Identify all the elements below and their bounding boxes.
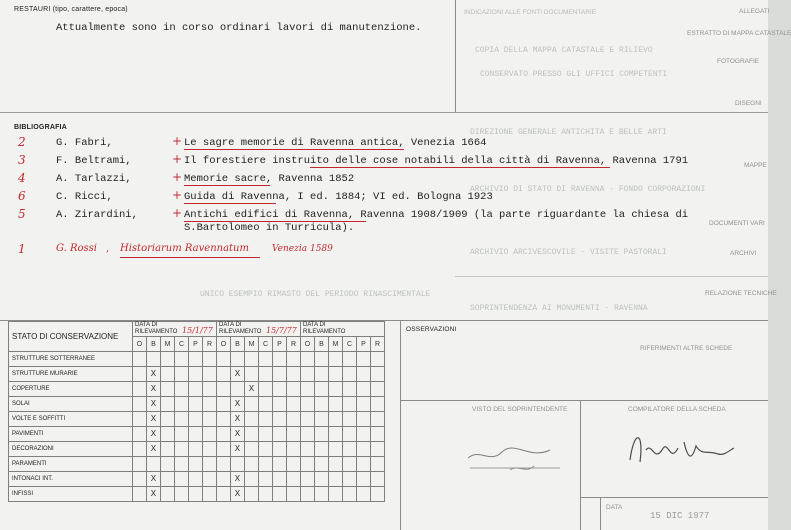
condition-cell	[203, 352, 217, 367]
condition-cell	[189, 352, 203, 367]
condition-cell	[161, 397, 175, 412]
divider	[600, 497, 601, 530]
condition-cell: X	[147, 427, 161, 442]
column-header: B	[231, 337, 245, 352]
condition-cell	[343, 397, 357, 412]
underline	[310, 167, 610, 168]
condition-cell	[217, 412, 231, 427]
table-row	[9, 397, 385, 412]
condition-cell	[203, 457, 217, 472]
condition-cell	[175, 412, 189, 427]
condition-cell	[371, 352, 385, 367]
condition-cell	[217, 352, 231, 367]
conservation-table	[8, 321, 385, 502]
condition-cell	[259, 382, 273, 397]
column-header: R	[203, 337, 217, 352]
condition-cell	[343, 427, 357, 442]
condition-cell: X	[147, 382, 161, 397]
condition-cell	[301, 457, 315, 472]
column-header: B	[147, 337, 161, 352]
condition-cell	[273, 382, 287, 397]
condition-cell	[133, 352, 147, 367]
condition-cell: X	[231, 442, 245, 457]
right-label: RIFERIMENTI ALTRE SCHEDE	[640, 345, 733, 352]
entry-work: Le sagre memorie di Ravenna antica, Venezia 1664	[184, 137, 487, 149]
condition-cell	[273, 487, 287, 502]
condition-cell	[329, 382, 343, 397]
condition-cell	[371, 457, 385, 472]
condition-cell: X	[231, 487, 245, 502]
entry-work-continued: S.Bartolomeo in Turricula).	[184, 222, 355, 234]
condition-cell	[273, 352, 287, 367]
condition-cell	[259, 397, 273, 412]
table-row	[9, 367, 385, 382]
condition-cell	[301, 382, 315, 397]
entry-number: 5	[18, 207, 26, 221]
condition-cell	[329, 487, 343, 502]
right-label: ESTRATTO DI MAPPA CATASTALE	[687, 30, 791, 37]
condition-cell	[343, 457, 357, 472]
condition-cell	[175, 397, 189, 412]
condition-cell: X	[147, 442, 161, 457]
condition-cell	[175, 472, 189, 487]
condition-cell	[301, 472, 315, 487]
condition-cell	[161, 412, 175, 427]
entry-author: G. Fabri,	[56, 137, 113, 149]
condition-cell	[189, 382, 203, 397]
divider	[455, 276, 768, 277]
condition-cell	[133, 382, 147, 397]
condition-cell	[231, 382, 245, 397]
condition-cell	[133, 427, 147, 442]
condition-cell	[133, 412, 147, 427]
condition-cell	[217, 427, 231, 442]
condition-cell	[133, 367, 147, 382]
condition-cell	[161, 352, 175, 367]
entry-work: Il forestiere instruito delle cose notabili della città di Ravenna, Ravenna 1791	[184, 155, 689, 167]
column-header: O	[217, 337, 231, 352]
condition-cell	[357, 397, 371, 412]
condition-cell	[273, 412, 287, 427]
condition-cell	[259, 352, 273, 367]
condition-cell	[133, 457, 147, 472]
condition-cell	[301, 427, 315, 442]
handwritten-work: Historiarum Ravennatum	[120, 243, 249, 254]
condition-cell	[287, 427, 301, 442]
soprintendente-signature-icon	[460, 430, 570, 485]
ghost-text: ARCHIVIO DI STATO DI RAVENNA - FONDO CORPORAZIONI	[470, 185, 706, 194]
condition-cell: X	[147, 367, 161, 382]
condition-cell	[301, 487, 315, 502]
divider	[400, 320, 401, 530]
condition-cell	[287, 382, 301, 397]
condition-cell	[259, 412, 273, 427]
condition-cell	[217, 397, 231, 412]
condition-cell	[357, 382, 371, 397]
condition-cell	[245, 397, 259, 412]
data-value: 15 DIC 1977	[650, 511, 710, 521]
component-name: INTONACI INT.	[9, 472, 133, 487]
survey-date-header: DATA DI RILEVAMENTO	[301, 322, 385, 337]
right-label: RELAZIONE TECNICHE	[705, 290, 777, 297]
condition-cell	[329, 427, 343, 442]
table-row	[9, 427, 385, 442]
condition-cell	[217, 487, 231, 502]
condition-cell	[371, 382, 385, 397]
condition-cell	[287, 352, 301, 367]
condition-cell	[203, 472, 217, 487]
table-row	[9, 472, 385, 487]
condition-cell	[259, 442, 273, 457]
survey-date-header: DATA DI RILEVAMENTO 15/1/77	[133, 322, 217, 337]
component-name: COPERTURE	[9, 382, 133, 397]
restauri-text: Attualmente sono in corso ordinari lavori di manutenzione.	[56, 22, 422, 34]
condition-cell	[357, 352, 371, 367]
entry-number: 6	[18, 189, 26, 203]
condition-cell	[315, 352, 329, 367]
condition-cell	[231, 457, 245, 472]
condition-cell	[315, 382, 329, 397]
condition-cell	[273, 367, 287, 382]
condition-cell	[203, 382, 217, 397]
column-header: P	[189, 337, 203, 352]
condition-cell: X	[245, 382, 259, 397]
condition-cell	[301, 367, 315, 382]
condition-cell	[287, 397, 301, 412]
ghost-text: CONSERVATO PRESSO GLI UFFICI COMPETENTI	[480, 70, 668, 79]
column-header: O	[301, 337, 315, 352]
divider	[580, 400, 581, 530]
entry-number: 2	[18, 135, 26, 149]
entry-author: A. Zirardini,	[56, 209, 138, 221]
column-header: P	[273, 337, 287, 352]
condition-cell	[189, 412, 203, 427]
condition-cell	[371, 487, 385, 502]
underline	[184, 185, 270, 186]
survey-date-value: 15/7/77	[266, 326, 297, 335]
condition-cell	[147, 352, 161, 367]
condition-cell	[329, 457, 343, 472]
condition-cell	[161, 382, 175, 397]
ghost-text: SOPRINTENDENZA AI MONUMENTI - RAVENNA	[470, 304, 648, 313]
condition-cell: X	[231, 427, 245, 442]
condition-cell	[357, 472, 371, 487]
condition-cell	[357, 487, 371, 502]
condition-cell	[287, 412, 301, 427]
condition-cell	[161, 457, 175, 472]
entry-number: 4	[18, 171, 26, 185]
condition-cell	[245, 412, 259, 427]
column-header: M	[329, 337, 343, 352]
handwritten-author: G. Rossi	[56, 243, 98, 254]
condition-cell	[329, 412, 343, 427]
condition-cell	[315, 427, 329, 442]
right-label: MAPPE	[744, 162, 767, 169]
condition-cell	[315, 367, 329, 382]
condition-cell	[273, 397, 287, 412]
component-name: STRUTTURE SOTTERRANEE	[9, 352, 133, 367]
condition-cell	[217, 442, 231, 457]
condition-cell	[175, 487, 189, 502]
condition-cell	[147, 457, 161, 472]
column-header: C	[259, 337, 273, 352]
ghost-text: UNICO ESEMPIO RIMASTO DEL PERIODO RINASCIMENTALE	[200, 290, 431, 299]
conservation-label: STATO DI CONSERVAZIONE	[9, 322, 133, 352]
table-row	[9, 442, 385, 457]
condition-cell	[203, 427, 217, 442]
condition-cell	[245, 367, 259, 382]
right-label: ALLEGATI	[739, 8, 770, 15]
condition-cell	[161, 442, 175, 457]
condition-cell	[371, 472, 385, 487]
entry-work: Memorie sacre, Ravenna 1852	[184, 173, 355, 185]
condition-cell	[161, 487, 175, 502]
column-header: C	[343, 337, 357, 352]
ghost-text: DIREZIONE GENERALE ANTICHITA E BELLE ARTI	[470, 128, 667, 137]
condition-cell	[329, 472, 343, 487]
condition-cell	[315, 472, 329, 487]
condition-cell	[371, 412, 385, 427]
condition-cell	[343, 442, 357, 457]
condition-cell	[287, 487, 301, 502]
compiler-label: COMPILATORE DELLA SCHEDA	[628, 406, 726, 413]
component-name: SOLAI	[9, 397, 133, 412]
component-name: DECORAZIONI	[9, 442, 133, 457]
right-label: ARCHIVI	[730, 250, 757, 257]
column-header: R	[371, 337, 385, 352]
restauri-label: RESTAURI (tipo, carattere, epoca)	[14, 6, 128, 13]
condition-cell	[343, 412, 357, 427]
condition-cell	[357, 442, 371, 457]
survey-date-value: 15/1/77	[182, 326, 213, 335]
condition-cell	[357, 367, 371, 382]
condition-cell	[315, 457, 329, 472]
underline	[184, 149, 404, 150]
component-name: INFISSI	[9, 487, 133, 502]
condition-cell	[203, 397, 217, 412]
table-row	[9, 352, 385, 367]
condition-cell	[259, 427, 273, 442]
condition-cell	[315, 487, 329, 502]
condition-cell	[245, 442, 259, 457]
condition-cell	[371, 367, 385, 382]
entry-author: A. Tarlazzi,	[56, 173, 132, 185]
column-header: B	[315, 337, 329, 352]
condition-cell	[315, 442, 329, 457]
condition-cell: X	[231, 472, 245, 487]
underline	[120, 257, 260, 258]
entry-mark: +	[172, 188, 183, 202]
condition-cell	[301, 397, 315, 412]
condition-cell	[343, 367, 357, 382]
condition-cell	[357, 457, 371, 472]
condition-cell	[329, 352, 343, 367]
condition-cell	[217, 457, 231, 472]
compilatore-signature-icon	[622, 420, 742, 485]
condition-cell	[371, 397, 385, 412]
condition-cell	[343, 382, 357, 397]
table-row	[9, 382, 385, 397]
right-label: FOTOGRAFIE	[717, 58, 760, 65]
condition-cell	[175, 367, 189, 382]
condition-cell	[189, 397, 203, 412]
condition-cell	[245, 487, 259, 502]
condition-cell	[287, 442, 301, 457]
condition-cell: X	[231, 412, 245, 427]
divider	[580, 497, 768, 498]
condition-cell	[203, 367, 217, 382]
condition-cell: X	[147, 487, 161, 502]
condition-cell	[175, 427, 189, 442]
condition-cell	[175, 457, 189, 472]
condition-cell	[133, 472, 147, 487]
condition-cell	[133, 487, 147, 502]
right-label: DISEGNI	[735, 100, 762, 107]
condition-cell	[301, 442, 315, 457]
catalog-card: INDICAZIONI ALLE FONTI DOCUMENTARIE COPIA DELLA MAPPA CATASTALE E RILIEVO CONSERVATO PRESSO GLI UFFICI COMPETENTI DIREZIONE GENERALE ANTICHITA E BELLE ARTI ARCHIVIO DI STATO DI RAVENNA - FONDO CORPORAZIONI ARCHIVIO ARCIVESCOVILE - VISITE PASTORALI SOPRINTENDENZA AI MONUMENTI - RAVENNA UNICO ESEMPIO RIMASTO DEL PERIODO RINASCIMENTALE ALLEGATI ESTRATTO DI MAPPA CATASTALE FOTOGRAFIE DISEGNI MAPPE DOCUMENTI VARI ARCHIVI RELAZIONE TECNICHE RIFERIMENTI ALTRE SCHEDE RESTAURI (tipo, carattere, epoca) Attualmente sono in corso ordinari lavori di manutenzione. BIBLIOGRAFIA 2 G. Fabri, + Le sagre memorie di Ravenna antica, Venezia 1664 3 F. Beltrami, + Il forestiere instruito delle cose notabili della città di Ravenna, Ravenna 1791 4 A. Tarlazzi, + Memorie sacre, Ravenna 1852 6 C. Ricci, + Guida di Ravenna, I ed. 1884; VI ed. Bologna 1923 5 A. Zirardini, + Antichi edifici di Ravenna, Ravenna 1908/1909 (la parte riguardante la chiesa di S.Bartolomeo in Turricula). 1 G. Rossi , Historiarum Ravennatum Venezia 1589 STATO DI CONSERVAZIONE DATA DI RILEVAMENTO 15/1/77 DATA DI RILEVAMENTO 15/7/77 DATA DI RILEVAMENTO O B M C P R O B M C P R O B M C P R STRUTTURE SOTTERRANEE STRUTTURE MURARIE X X COPERTURE X X SOLAI X X VOLTE E SOFFITTI X X PAVIMENTI X X DECORAZIONI X X PARAMENTI INTONACI INT. X X INFISSI X X OSSERVAZIONI VISTO DEL SOPRINTENDENTE COMPILATORE DELLA SCHEDA DATA 15 DIC 1977	[0, 0, 768, 530]
condition-cell	[133, 442, 147, 457]
component-name: STRUTTURE MURARIE	[9, 367, 133, 382]
entry-mark: +	[172, 152, 183, 166]
bibliografia-label: BIBLIOGRAFIA	[14, 124, 67, 131]
condition-cell	[329, 442, 343, 457]
condition-cell	[245, 427, 259, 442]
condition-cell	[245, 457, 259, 472]
entry-work: Guida di Ravenna, I ed. 1884; VI ed. Bologna 1923	[184, 191, 493, 203]
condition-cell: X	[231, 397, 245, 412]
condition-cell: X	[147, 412, 161, 427]
divider	[400, 400, 768, 401]
condition-cell	[371, 442, 385, 457]
table-row	[9, 412, 385, 427]
condition-cell	[259, 472, 273, 487]
entry-work: Antichi edifici di Ravenna, Ravenna 1908/1909 (la parte riguardante la chiesa di	[184, 209, 689, 221]
condition-cell	[189, 487, 203, 502]
condition-cell	[301, 412, 315, 427]
condition-cell	[175, 352, 189, 367]
condition-cell	[273, 472, 287, 487]
condition-cell	[329, 367, 343, 382]
condition-cell	[203, 412, 217, 427]
handwritten-number: 1	[18, 242, 26, 256]
condition-cell	[161, 367, 175, 382]
column-header: M	[245, 337, 259, 352]
condition-cell	[189, 442, 203, 457]
column-header: M	[161, 337, 175, 352]
ghost-text: ARCHIVIO ARCIVESCOVILE - VISITE PASTORALI	[470, 248, 667, 257]
entry-number: 3	[18, 153, 26, 167]
condition-cell	[273, 427, 287, 442]
observations-label: OSSERVAZIONI	[406, 326, 457, 333]
condition-cell	[259, 457, 273, 472]
underline	[184, 221, 366, 222]
condition-cell	[189, 427, 203, 442]
condition-cell	[357, 427, 371, 442]
condition-cell	[161, 427, 175, 442]
column-header: C	[175, 337, 189, 352]
condition-cell	[161, 472, 175, 487]
condition-cell	[343, 352, 357, 367]
visto-label: VISTO DEL SOPRINTENDENTE	[472, 406, 568, 413]
condition-cell	[315, 412, 329, 427]
condition-cell	[175, 442, 189, 457]
condition-cell	[189, 457, 203, 472]
right-label: DOCUMENTI VARI	[709, 220, 765, 227]
condition-cell	[217, 367, 231, 382]
condition-cell	[273, 442, 287, 457]
condition-cell	[287, 457, 301, 472]
condition-cell	[231, 352, 245, 367]
table-row	[9, 457, 385, 472]
condition-cell	[217, 472, 231, 487]
condition-cell	[357, 412, 371, 427]
condition-cell: X	[231, 367, 245, 382]
condition-cell	[245, 352, 259, 367]
column-header: R	[287, 337, 301, 352]
condition-cell	[133, 397, 147, 412]
condition-cell	[287, 367, 301, 382]
column-header: P	[357, 337, 371, 352]
condition-cell	[259, 487, 273, 502]
condition-cell: X	[147, 472, 161, 487]
condition-cell	[245, 472, 259, 487]
ghost-text: COPIA DELLA MAPPA CATASTALE E RILIEVO	[475, 46, 653, 55]
entry-mark: +	[172, 170, 183, 184]
condition-cell	[273, 457, 287, 472]
condition-cell	[203, 487, 217, 502]
entry-mark: +	[172, 206, 183, 220]
handwritten-place: Venezia 1589	[272, 244, 333, 254]
condition-cell	[315, 397, 329, 412]
condition-cell	[343, 487, 357, 502]
table-row	[9, 487, 385, 502]
condition-cell	[203, 442, 217, 457]
condition-cell	[259, 367, 273, 382]
condition-cell: X	[147, 397, 161, 412]
condition-cell	[175, 382, 189, 397]
survey-date-header: DATA DI RILEVAMENTO 15/7/77	[217, 322, 301, 337]
condition-cell	[329, 397, 343, 412]
condition-cell	[287, 472, 301, 487]
condition-cell	[217, 382, 231, 397]
data-label: DATA	[606, 504, 623, 511]
condition-cell	[189, 472, 203, 487]
condition-cell	[371, 427, 385, 442]
condition-cell	[301, 352, 315, 367]
entry-mark: +	[172, 134, 183, 148]
component-name: VOLTE E SOFFITTI	[9, 412, 133, 427]
component-name: PAVIMENTI	[9, 427, 133, 442]
column-header: O	[133, 337, 147, 352]
condition-cell	[343, 472, 357, 487]
entry-author: F. Beltrami,	[56, 155, 132, 167]
component-name: PARAMENTI	[9, 457, 133, 472]
entry-author: C. Ricci,	[56, 191, 113, 203]
underline	[184, 203, 276, 204]
condition-cell	[189, 367, 203, 382]
ghost-text: INDICAZIONI ALLE FONTI DOCUMENTARIE	[464, 9, 597, 16]
